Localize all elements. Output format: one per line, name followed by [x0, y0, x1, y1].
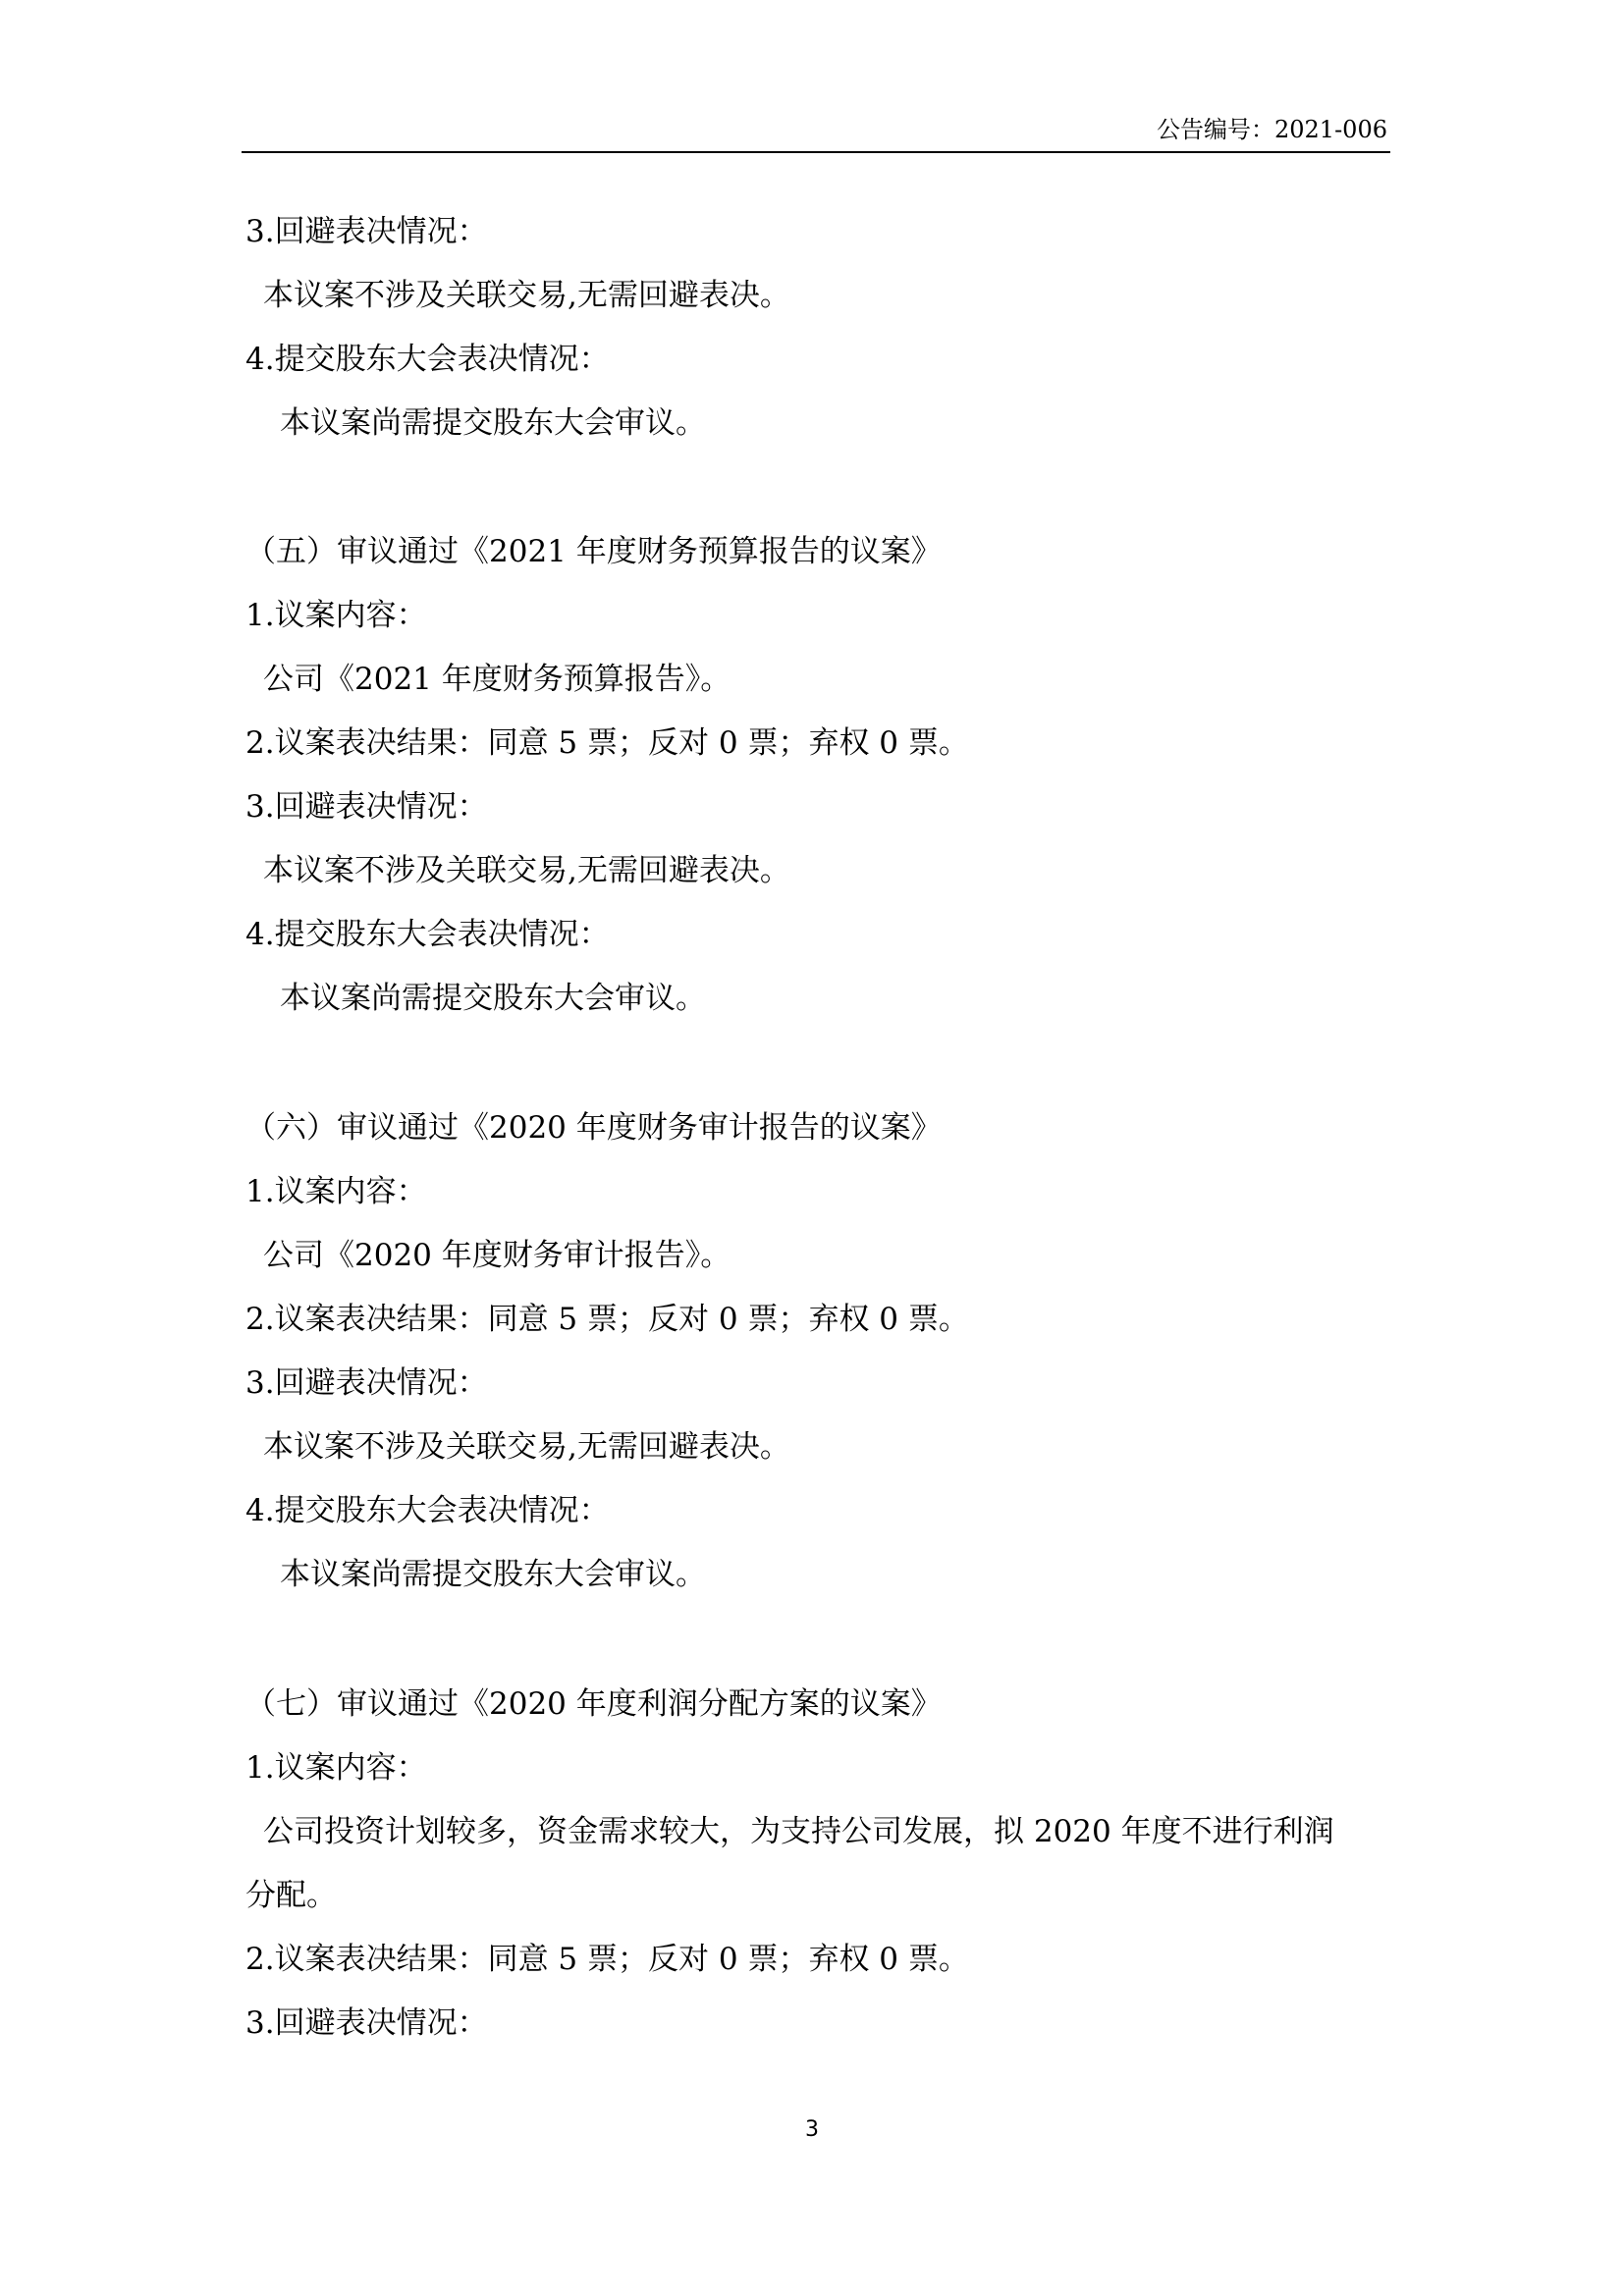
- body-line: 1.议案内容：: [245, 1750, 427, 1786]
- body-line: 本议案不涉及关联交易,无需回避表决。: [263, 853, 790, 888]
- body-line: 2.议案表决结果：同意 5 票；反对 0 票；弃权 0 票。: [245, 1302, 969, 1337]
- body-line: 本议案尚需提交股东大会审议。: [280, 405, 706, 441]
- body-line: 公司投资计划较多，资金需求较大，为支持公司发展，拟 2020 年度不进行利润: [263, 1814, 1334, 1849]
- body-line: 4.提交股东大会表决情况：: [245, 342, 610, 377]
- header-divider: [242, 151, 1390, 153]
- announcement-number: 公告编号：2021-006: [1157, 116, 1387, 143]
- body-line: 1.议案内容：: [245, 598, 427, 633]
- body-line: 2.议案表决结果：同意 5 票；反对 0 票；弃权 0 票。: [245, 725, 969, 761]
- body-line: 4.提交股东大会表决情况：: [245, 1493, 610, 1528]
- body-line: 3.回避表决情况：: [245, 789, 488, 825]
- body-line: 3.回避表决情况：: [245, 2005, 488, 2041]
- body-line: 公司《2020 年度财务审计报告》。: [263, 1238, 731, 1273]
- body-line: 4.提交股东大会表决情况：: [245, 917, 610, 952]
- section-heading: （七）审议通过《2020 年度利润分配方案的议案》: [245, 1686, 942, 1722]
- body-line: 公司《2021 年度财务预算报告》。: [263, 662, 731, 697]
- body-line: 3.回避表决情况：: [245, 1365, 488, 1401]
- body-line: 3.回避表决情况：: [245, 214, 488, 249]
- section-heading: （六）审议通过《2020 年度财务审计报告的议案》: [245, 1110, 942, 1146]
- body-line: 2.议案表决结果：同意 5 票；反对 0 票；弃权 0 票。: [245, 1942, 969, 1977]
- section-heading: （五）审议通过《2021 年度财务预算报告的议案》: [245, 534, 942, 569]
- body-line: 本议案不涉及关联交易,无需回避表决。: [263, 278, 790, 313]
- body-line: 分配。: [245, 1878, 337, 1913]
- body-line: 1.议案内容：: [245, 1174, 427, 1209]
- page-number: 3: [805, 2117, 819, 2142]
- body-line: 本议案不涉及关联交易,无需回避表决。: [263, 1429, 790, 1465]
- body-line: 本议案尚需提交股东大会审议。: [280, 981, 706, 1016]
- body-line: 本议案尚需提交股东大会审议。: [280, 1557, 706, 1592]
